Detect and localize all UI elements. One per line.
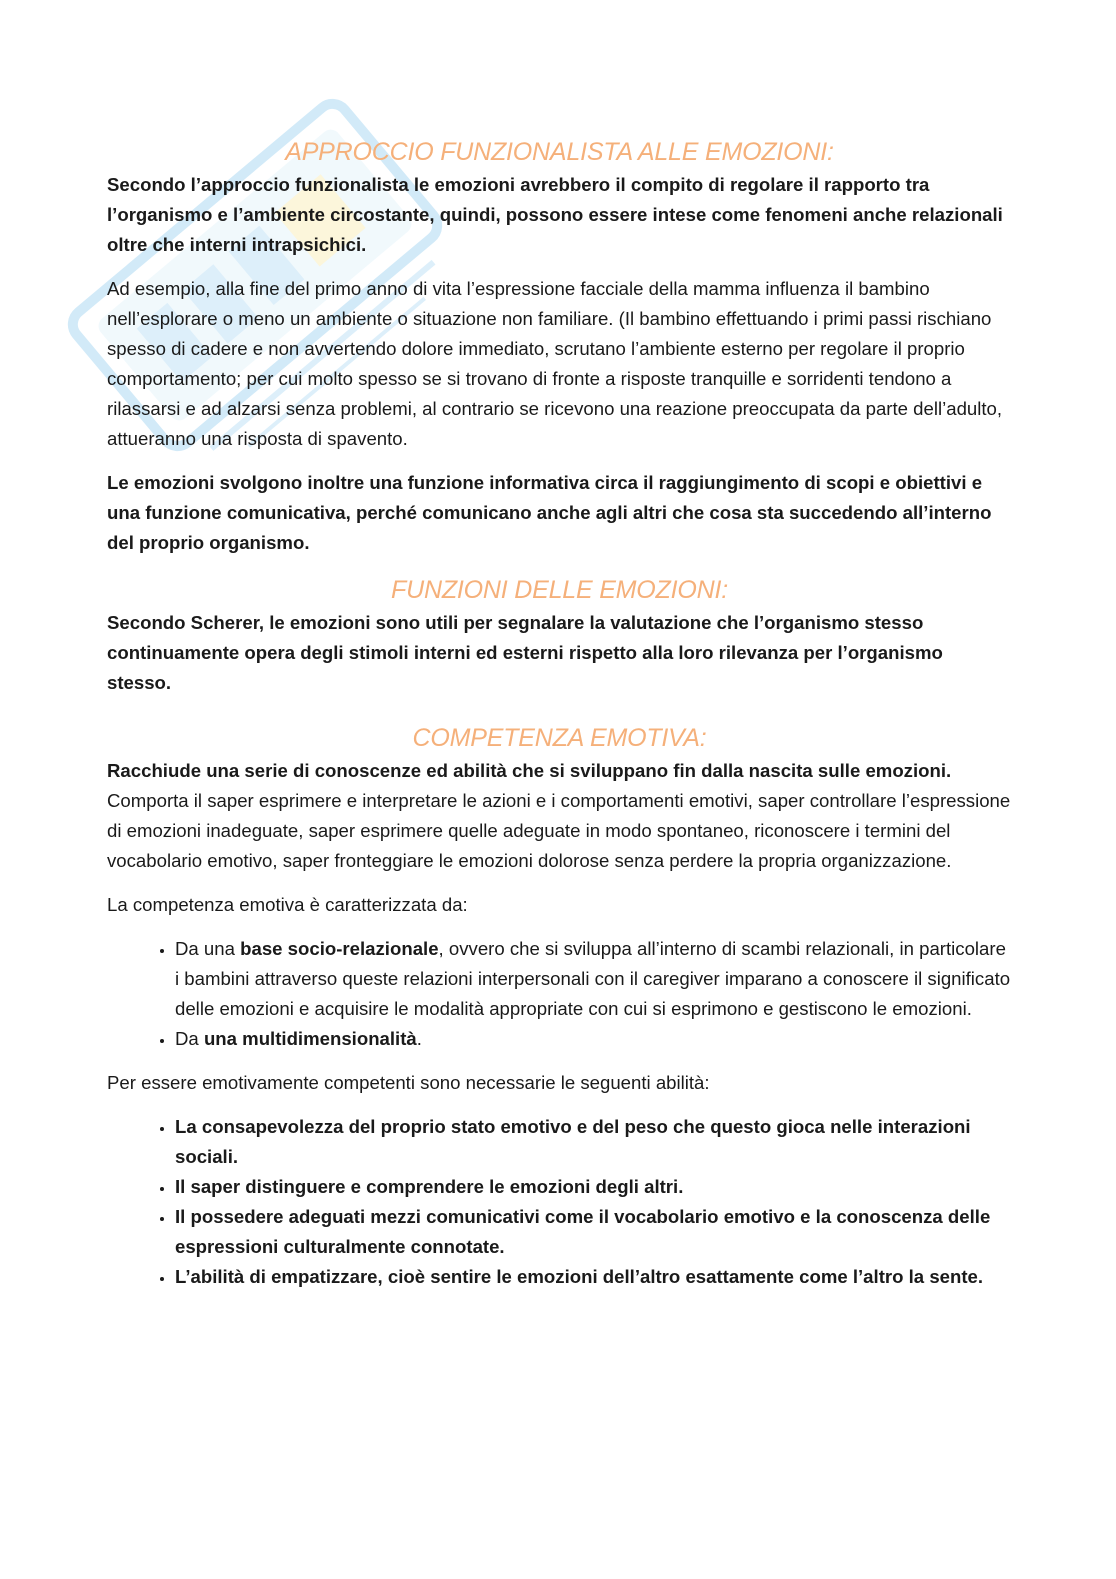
list-item: • La consapevolezza del proprio stato emotivo e del peso che questo gioca nelle interazioni sociali. <box>175 1112 1012 1172</box>
paragraph: Per essere emotivamente competenti sono necessarie le seguenti abilità: <box>107 1072 710 1093</box>
list-text: , ovvero che si sviluppa all’interno di scambi relazionali, in particolare i bambini attraverso queste relazioni interpersonali con il caregiver imparano a conoscere il significato delle emozioni e acquisire le modalità appropriate con cui si esprimono e gestiscono le emozioni. <box>175 938 1011 1019</box>
lead-sentence: Racchiude una serie di conoscenze ed abilità che si sviluppano fin dalla nascita sulle emozioni. <box>107 760 952 781</box>
list-emphasis: base socio-relazionale <box>240 938 439 959</box>
paragraph: Secondo Scherer, le emozioni sono utili per segnalare la valutazione che l’organismo stesso continuamente opera degli stimoli interni ed esterni rispetto alla loro rilevanza per l’organismo stesso. <box>107 612 943 693</box>
list-item: • Il saper distinguere e comprendere le emozioni degli altri. <box>175 1172 1012 1202</box>
document-page <box>107 134 1012 1306</box>
paragraph: Le emozioni svolgono inoltre una funzione informativa circa il raggiungimento di scopi e obiettivi e una funzione comunicativa, perché comunicano anche agli altri che cosa sta succedendo all’interno del proprio organismo. <box>107 472 992 553</box>
paragraph-text: Comporta il saper esprimere e interpretare le azioni e i comportamenti emotivi, saper controllare l’espressione di emozioni inadeguate, saper esprimere quelle adeguate in modo spontaneo, riconoscere i termini del vocabolario emotivo, saper fronteggiare le emozioni dolorose senza perdere la propria organizzazione. <box>107 790 1011 871</box>
list-item: • L’abilità di empatizzare, cioè sentire le emozioni dell’altro esattamente come l’altro la sente. <box>175 1262 1012 1292</box>
section-heading: COMPETENZA EMOTIVA: <box>412 724 707 752</box>
paragraph: Ad esempio, alla fine del primo anno di vita l’espressione facciale della mamma influenza il bambino nell’esplorare o meno un ambiente o situazione non familiare. (Il bambino effettuando i primi passi rischiano spesso di cadere e non avvertendo dolore immediato, scrutano l’ambiente esterno per regolare il proprio comportamento; per cui molto spesso se si trovano di fronte a risposte tranquille e sorridenti tendono a rilassarsi e ad alzarsi senza problemi, al contrario se ricevono una reazione preoccupata da parte dell’adulto, attueranno una risposta di spavento. <box>107 278 1003 449</box>
list-item: • Il possedere adeguati mezzi comunicativi come il vocabolario emotivo e la conoscenza delle espressioni culturalmente connotate. <box>175 1202 1012 1262</box>
paragraph: La competenza emotiva è caratterizzata da: <box>107 894 468 915</box>
list-text: Da <box>175 1028 204 1049</box>
list-text: . <box>416 1028 422 1049</box>
list-item <box>175 934 1012 1024</box>
paragraph: Secondo l’approccio funzionalista le emozioni avrebbero il compito di regolare il rapporto tra l’organismo e l’ambiente circostante, quindi, possono essere intese come fenomeni anche relazionali oltre che interni intrapsichici. <box>107 174 1003 255</box>
paragraph <box>107 756 1012 876</box>
list-item <box>175 1024 1012 1054</box>
section-heading: APPROCCIO FUNZIONALISTA ALLE EMOZIONI: <box>285 138 834 166</box>
bullet-list <box>107 1112 1012 1292</box>
list-text: Da una <box>175 938 241 959</box>
bullet-list <box>107 934 1012 1054</box>
section-heading: FUNZIONI DELLE EMOZIONI: <box>391 576 728 604</box>
list-emphasis: una multidimensionalità <box>203 1028 417 1049</box>
